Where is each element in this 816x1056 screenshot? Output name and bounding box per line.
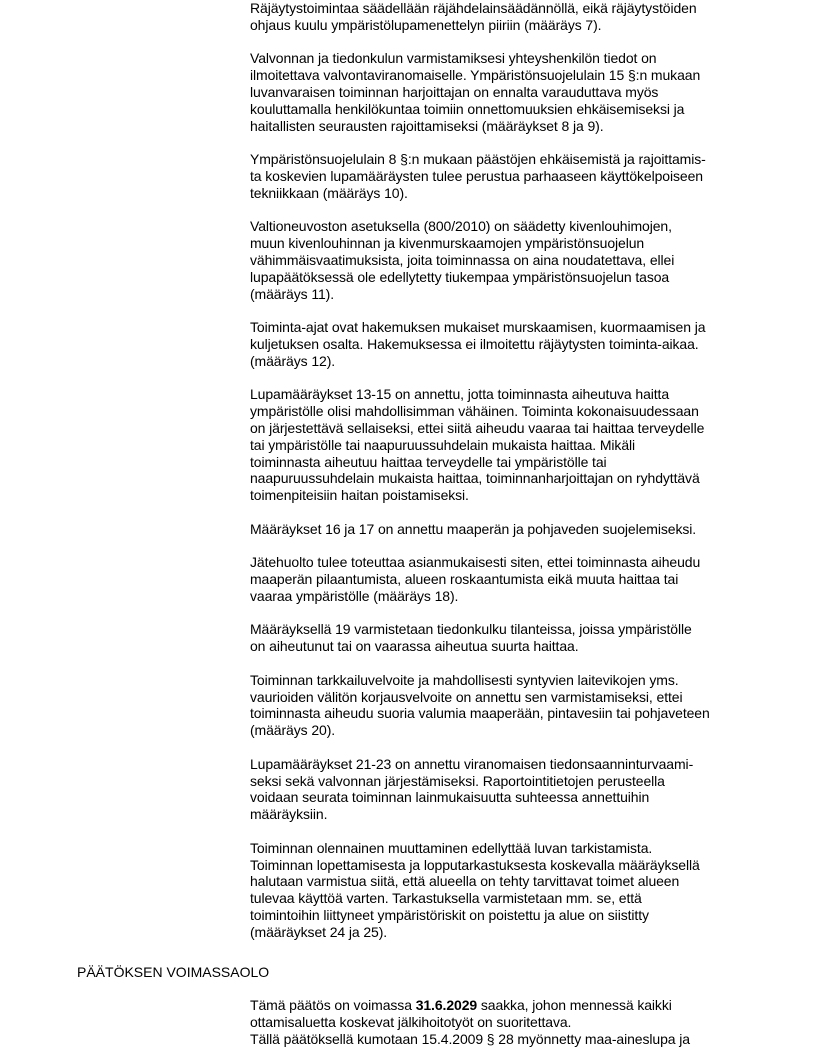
paragraph-line: seksi sekä valvonnan järjestämiseksi. Raportointitietojen perusteella bbox=[250, 772, 665, 789]
paragraph-line: tulevaa käyttöä varten. Tarkastuksella varmistetaan mm. se, että bbox=[250, 890, 642, 907]
paragraph-gap bbox=[250, 134, 750, 151]
reason-paragraph bbox=[250, 151, 750, 201]
reason-paragraph bbox=[250, 0, 750, 34]
validity-line-2: ottamisaluetta koskevat jälkihoitotyöt on suoritettava. bbox=[250, 1013, 572, 1030]
paragraph-line: (määräys 20). bbox=[250, 722, 336, 739]
paragraph-gap bbox=[250, 302, 750, 319]
paragraph-line: Räjäytystoimintaa säädellään räjähdelainsäädännöllä, eikä räjäytystöiden bbox=[250, 0, 697, 16]
paragraph-gap bbox=[250, 823, 750, 840]
paragraph-line: tekniikkaan (määräys 10). bbox=[250, 184, 408, 201]
paragraph-line: Toiminnan lopettamisesta ja lopputarkastuksesta koskevalla määräyksellä bbox=[250, 856, 700, 873]
paragraph-line: on aiheutunut tai on vaarassa aiheutua suurta haittaa. bbox=[250, 638, 579, 655]
paragraph-line: Valtioneuvoston asetuksella (800/2010) on säädetty kivenlouhimojen, bbox=[250, 218, 672, 235]
paragraph-line: tai ympäristölle tai naapuruussuhdelain mukaista haittaa. Mikäli bbox=[250, 436, 636, 453]
paragraph-line: maaperän pilaantumista, alueen roskaantumista eikä muuta haittaa tai bbox=[250, 571, 679, 588]
section-heading-validity: PÄÄTÖKSEN VOIMASSAOLO bbox=[77, 964, 270, 980]
paragraph-line: vaurioiden välitön korjausvelvoite on annettu sen varmistamiseksi, ettei bbox=[250, 688, 683, 705]
paragraph-gap bbox=[250, 370, 750, 387]
paragraph-line: toimenpiteisiin haitan poistamiseksi. bbox=[250, 487, 469, 504]
validity-line-1-prefix: Tämä päätös on voimassa bbox=[250, 997, 416, 1013]
reason-paragraph bbox=[250, 386, 750, 504]
paragraph-line: Valvonnan ja tiedonkulun varmistamiksesi yhteyshenkilön tiedot on bbox=[250, 50, 657, 67]
paragraph-line: toiminnasta aiheutuu haittaa terveydelle tai ympäristölle tai bbox=[250, 453, 607, 470]
paragraph-line: luvanvaraisen toiminnan harjoittajan on ennalta varauduttava myös bbox=[250, 83, 659, 100]
paragraph-gap bbox=[250, 504, 750, 521]
paragraph-gap bbox=[250, 655, 750, 672]
paragraph-line: Lupamääräykset 21-23 on annettu viranomaisen tiedonsaanninturvaami- bbox=[250, 755, 694, 772]
paragraph-line: Määräykset 16 ja 17 on annettu maaperän ja pohjaveden suojelemiseksi. bbox=[250, 520, 697, 537]
reason-paragraph bbox=[250, 621, 750, 655]
reason-paragraph bbox=[250, 672, 750, 739]
reason-paragraph bbox=[250, 521, 750, 538]
paragraph-line: vähimmäisvaatimuksista, joita toiminnassa on aina noudatettava, ellei bbox=[250, 251, 675, 268]
reason-paragraph bbox=[250, 756, 750, 823]
paragraph-line: toiminnasta aiheudu suoria valumia maaperään, pintavesiin tai pohjaveteen bbox=[250, 705, 710, 722]
paragraph-line: haitallisten seurausten rajoittamiseksi (määräykset 8 ja 9). bbox=[250, 117, 604, 134]
paragraph-line: kuljetuksen osalta. Hakemuksessa ei ilmoitettu räjäytysten toiminta-aikaa. bbox=[250, 335, 699, 352]
paragraph-line: voidaan seurata toiminnan lainmukaisuutta suhteessa annettuihin bbox=[250, 789, 650, 806]
paragraph-gap bbox=[250, 538, 750, 555]
paragraph-line: ta koskevien lupamääräysten tulee perustua parhaaseen käyttökelpoiseen bbox=[250, 167, 703, 184]
paragraph-line: Toiminnan tarkkailuvelvoite ja mahdollisesti syntyvien laitevikojen yms. bbox=[250, 671, 679, 688]
reasons-column bbox=[250, 0, 750, 941]
paragraph-line: määräyksiin. bbox=[250, 806, 328, 823]
paragraph-line: (määräykset 24 ja 25). bbox=[250, 923, 388, 940]
reason-paragraph bbox=[250, 554, 750, 604]
paragraph-line: (määräys 12). bbox=[250, 352, 336, 369]
paragraph-line: vaaraa ympäristölle (määräys 18). bbox=[250, 587, 459, 604]
paragraph-line: ympäristölle olisi mahdollisimman vähäinen. Toiminta kokonaisuudessaan bbox=[250, 403, 699, 420]
paragraph-line: lupapäätöksessä ole edellytetty tiukempaa ympäristönsuojelun tasoa bbox=[250, 268, 670, 285]
validity-line-3: Tällä päätöksellä kumotaan 15.4.2009 § 28 myönnetty maa-aineslupa ja bbox=[250, 1030, 690, 1047]
paragraph-gap bbox=[250, 202, 750, 219]
reason-paragraph bbox=[250, 840, 750, 941]
paragraph-line: (määräys 11). bbox=[250, 285, 335, 302]
validity-date: 31.6.2029 bbox=[415, 997, 478, 1013]
paragraph-line: naapuruussuhdelain mukaista haittaa, toiminnanharjoittajan on ryhdyttävä bbox=[250, 470, 700, 487]
paragraph-line: halutaan varmistua siitä, että alueella on tehty tarvittavat toimet alueen bbox=[250, 873, 680, 890]
reason-paragraph bbox=[250, 50, 750, 134]
paragraph-line: toimintoihin liittyneet ympäristöriskit on poistettu ja alue on siistitty bbox=[250, 907, 649, 924]
paragraph-line: muun kivenlouhinnan ja kivenmurskaamojen ympäristönsuojelun bbox=[250, 235, 645, 252]
paragraph-line: Toiminta-ajat ovat hakemuksen mukaiset murskaamisen, kuormaamisen ja bbox=[250, 319, 706, 336]
paragraph-line: Lupamääräykset 13-15 on annettu, jotta toiminnasta aiheutuva haitta bbox=[250, 386, 670, 403]
validity-line-1 bbox=[250, 997, 750, 1014]
paragraph-line: on järjestettävä sellaiseksi, ettei siitä aiheudu vaaraa tai haittaa terveydelle bbox=[250, 419, 705, 436]
paragraph-line: ilmoitettava valvontaviranomaiselle. Ympäristönsuojelulain 15 §:n mukaan bbox=[250, 67, 701, 84]
paragraph-line: Toiminnan olennainen muuttaminen edellyttää luvan tarkistamista. bbox=[250, 839, 653, 856]
paragraph-line: kouluttamalla henkilökuntaa toimiin onnettomuuksien ehkäisemiseksi ja bbox=[250, 100, 685, 117]
paragraph-gap bbox=[250, 34, 750, 51]
paragraph-line: ohjaus kuulu ympäristölupamenettelyn piiriin (määräys 7). bbox=[250, 16, 602, 33]
reason-paragraph bbox=[250, 218, 750, 302]
paragraph-line: Ympäristönsuojelulain 8 §:n mukaan päästöjen ehkäisemistä ja rajoittamis- bbox=[250, 151, 706, 168]
paragraph-gap bbox=[250, 739, 750, 756]
validity-line-1-suffix: saakka, johon mennessä kaikki bbox=[477, 997, 672, 1013]
validity-paragraph bbox=[250, 997, 750, 1047]
paragraph-line: Määräyksellä 19 varmistetaan tiedonkulku tilanteissa, joissa ympäristölle bbox=[250, 621, 692, 638]
paragraph-line: Jätehuolto tulee toteuttaa asianmukaisesti siten, ettei toiminnasta aiheudu bbox=[250, 554, 701, 571]
paragraph-gap bbox=[250, 605, 750, 622]
reason-paragraph bbox=[250, 319, 750, 369]
